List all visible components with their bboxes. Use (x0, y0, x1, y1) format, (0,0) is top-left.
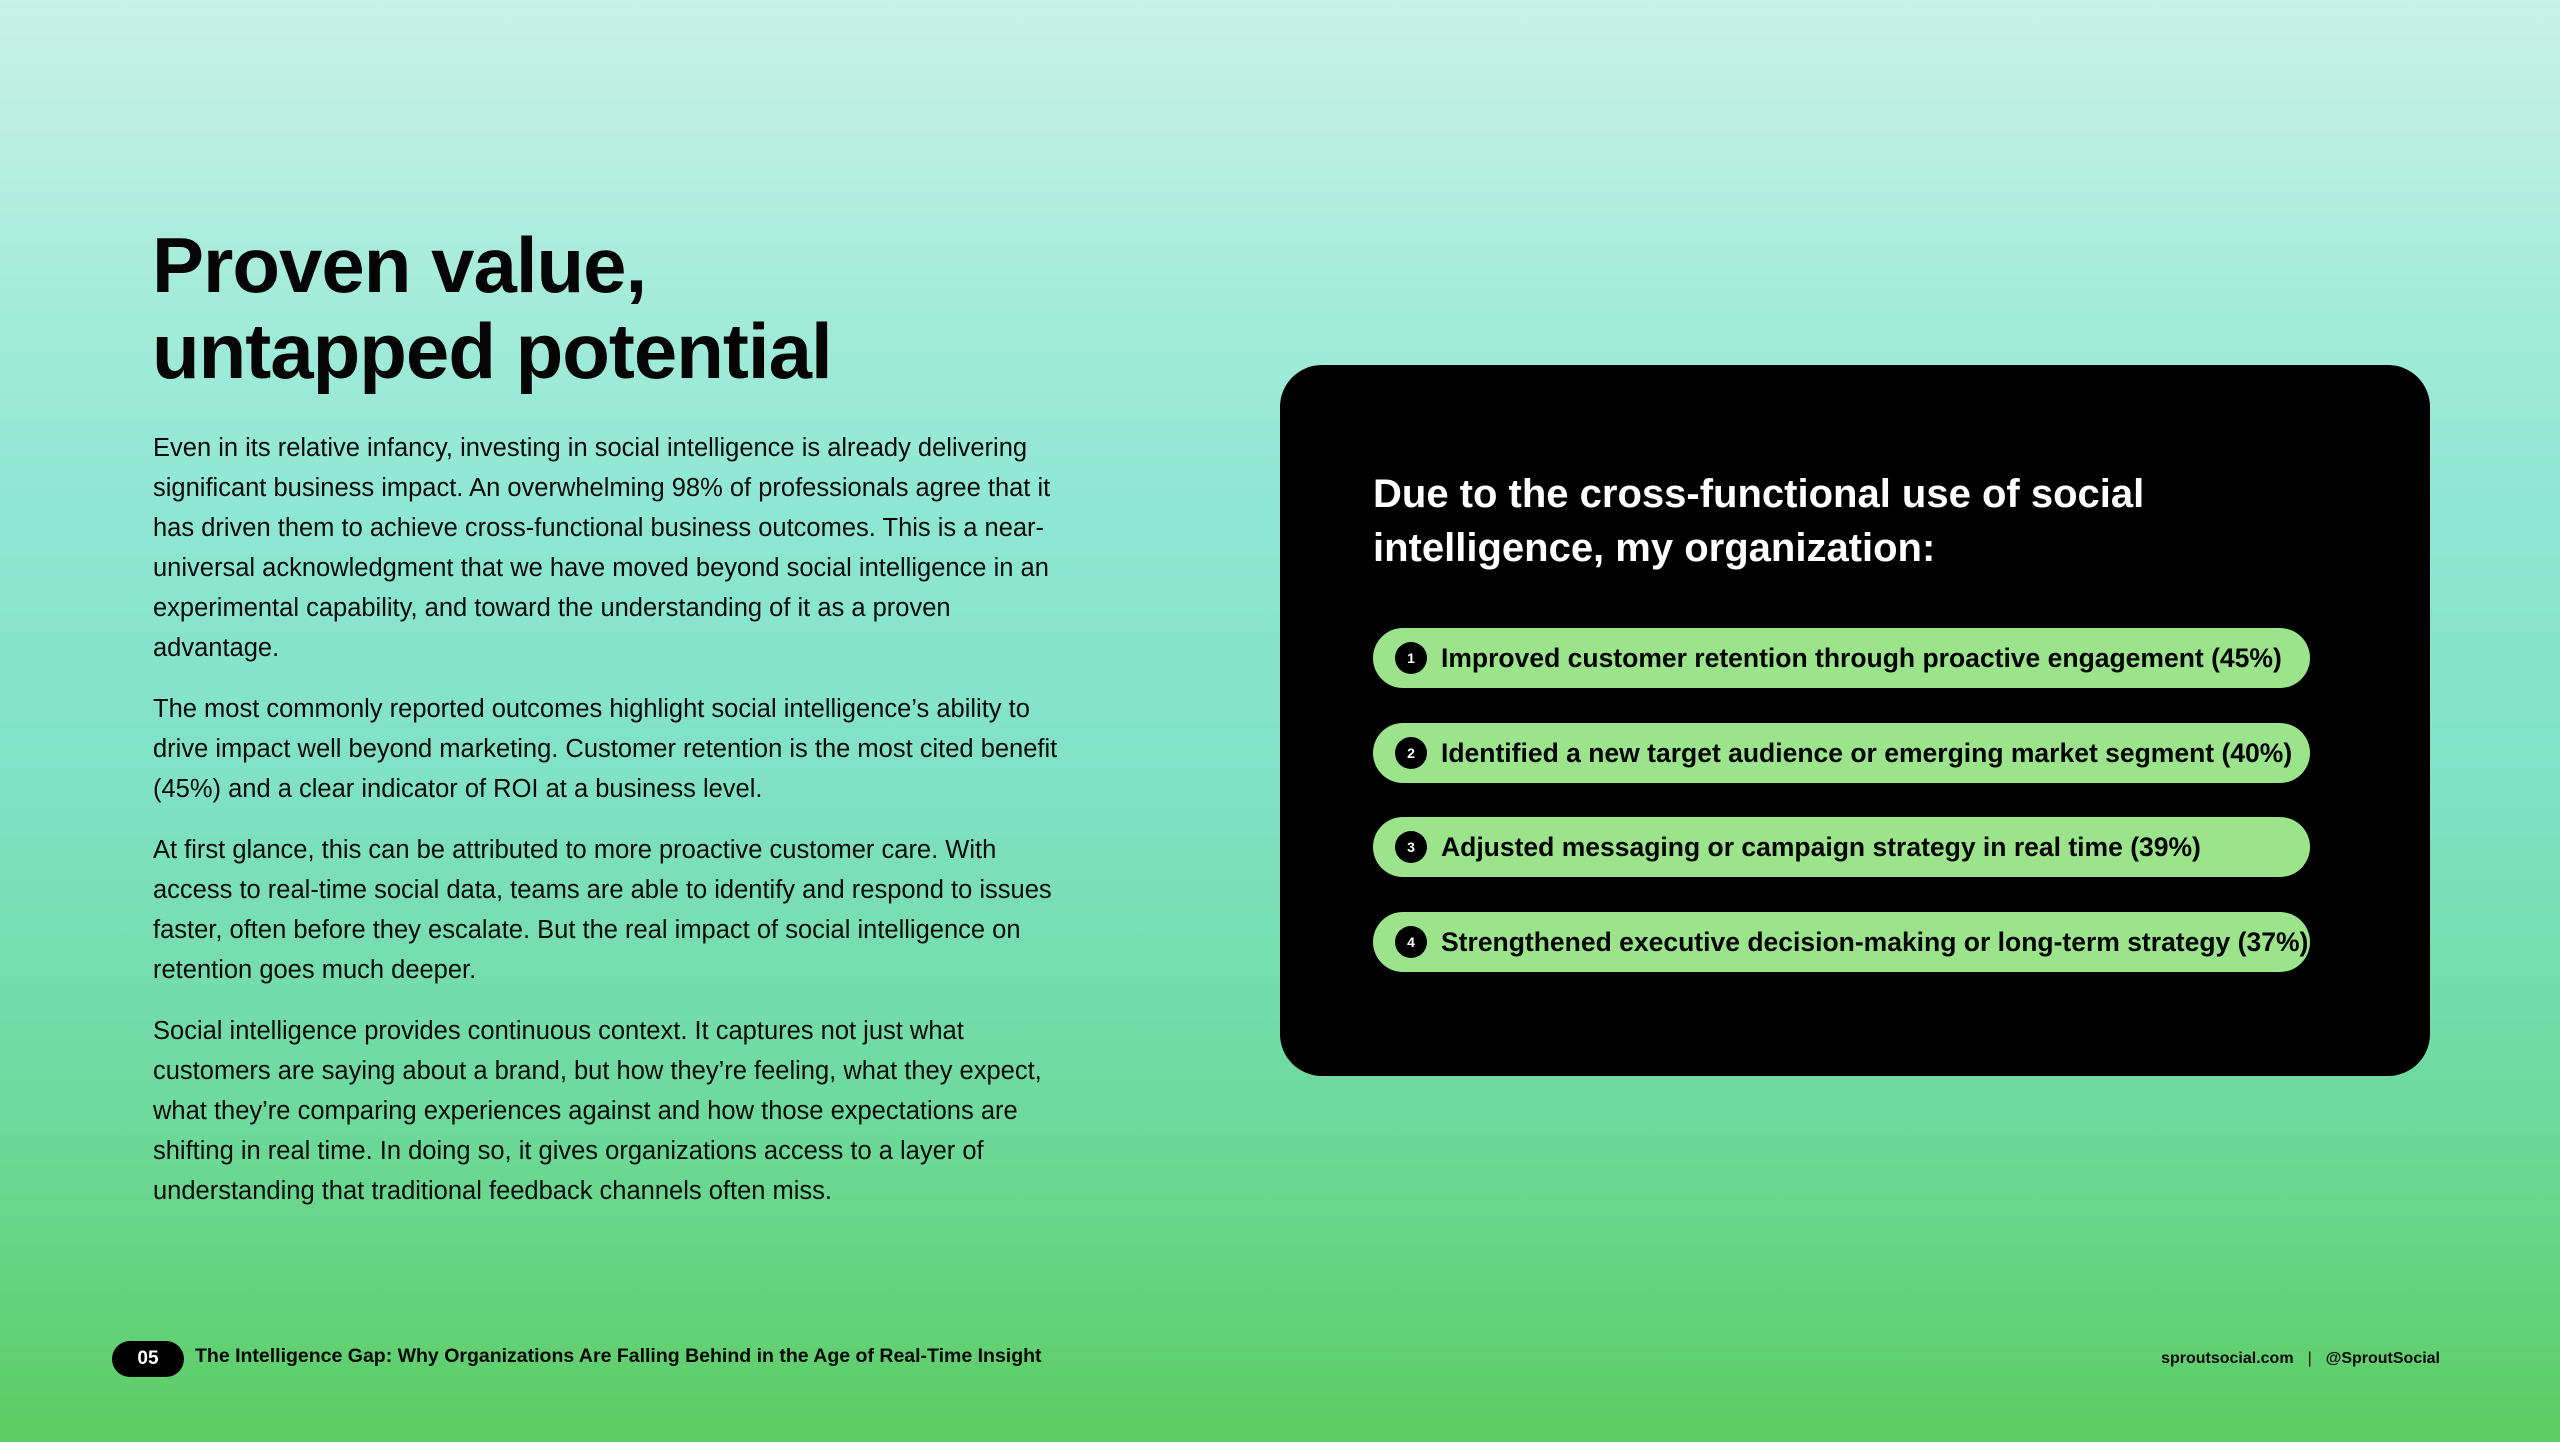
page-number-badge: 05 (112, 1341, 184, 1377)
body-paragraph-4: Social intelligence provides continuous context. It captures not just what customers are saying about a brand, but how they’re feeling, what they expect, what they’re comparing experiences against and how those expectations are shifting in real time. In doing so, it gives organizations access to a layer of understanding that traditional feedback channels often miss. (153, 1017, 1042, 1205)
outcome-item (1373, 817, 2310, 877)
card-heading-line-1: Due to the cross-functional use of social (1373, 472, 2145, 516)
footer-separator: | (2307, 1350, 2312, 1367)
outcome-label: Improved customer retention through proactive engagement (45%) (1441, 642, 2282, 673)
outcome-label: Adjusted messaging or campaign strategy in real time (39%) (1441, 831, 2201, 862)
body-text (153, 428, 1073, 1232)
body-paragraph-2: The most commonly reported outcomes highlight social intelligence’s ability to drive impact well beyond marketing. Customer retention is the most cited benefit (45%) and a clear indicator of ROI at a business level. (153, 695, 1058, 803)
outcomes-card (1280, 365, 2430, 1076)
website-link[interactable]: sproutsocial.com (2161, 1350, 2294, 1367)
page-title (152, 222, 832, 394)
card-heading-line-2: intelligence, my organization: (1373, 526, 1936, 570)
body-paragraph-3: At first glance, this can be attributed to more proactive customer care. With access to real-time social data, teams are able to identify and respond to issues faster, often before they escalate. But the real impact of social intelligence on retention goes much deeper. (153, 836, 1052, 984)
outcome-item (1373, 723, 2310, 783)
outcome-label: Strengthened executive decision-making or long-term strategy (37%) (1441, 926, 2309, 957)
page-title-line-2: untapped potential (152, 307, 832, 395)
body-paragraph-1: Even in its relative infancy, investing in social intelligence is already delivering significant business impact. An overwhelming 98% of professionals agree that it has driven them to achieve cross-functional business outcomes. This is a near-universal acknowledgment that we have moved beyond social intelligence in an experimental capability, and toward the understanding of it as a proven advantage. (153, 434, 1051, 662)
outcome-number-badge: 2 (1395, 737, 1427, 769)
social-handle-link[interactable]: @SproutSocial (2325, 1350, 2440, 1367)
outcome-item (1373, 628, 2310, 688)
outcome-label: Identified a new target audience or emerging market segment (40%) (1441, 737, 2293, 768)
footer-links (2161, 1350, 2440, 1368)
outcome-number-badge: 3 (1395, 831, 1427, 863)
card-heading (1373, 467, 2273, 575)
outcome-number-badge: 1 (1395, 642, 1427, 674)
outcome-item (1373, 912, 2310, 972)
outcome-number-badge: 4 (1395, 926, 1427, 958)
footer-report-title: The Intelligence Gap: Why Organizations Are Falling Behind in the Age of Real-Time Insight (195, 1345, 1042, 1367)
page-title-line-1: Proven value, (152, 221, 647, 309)
